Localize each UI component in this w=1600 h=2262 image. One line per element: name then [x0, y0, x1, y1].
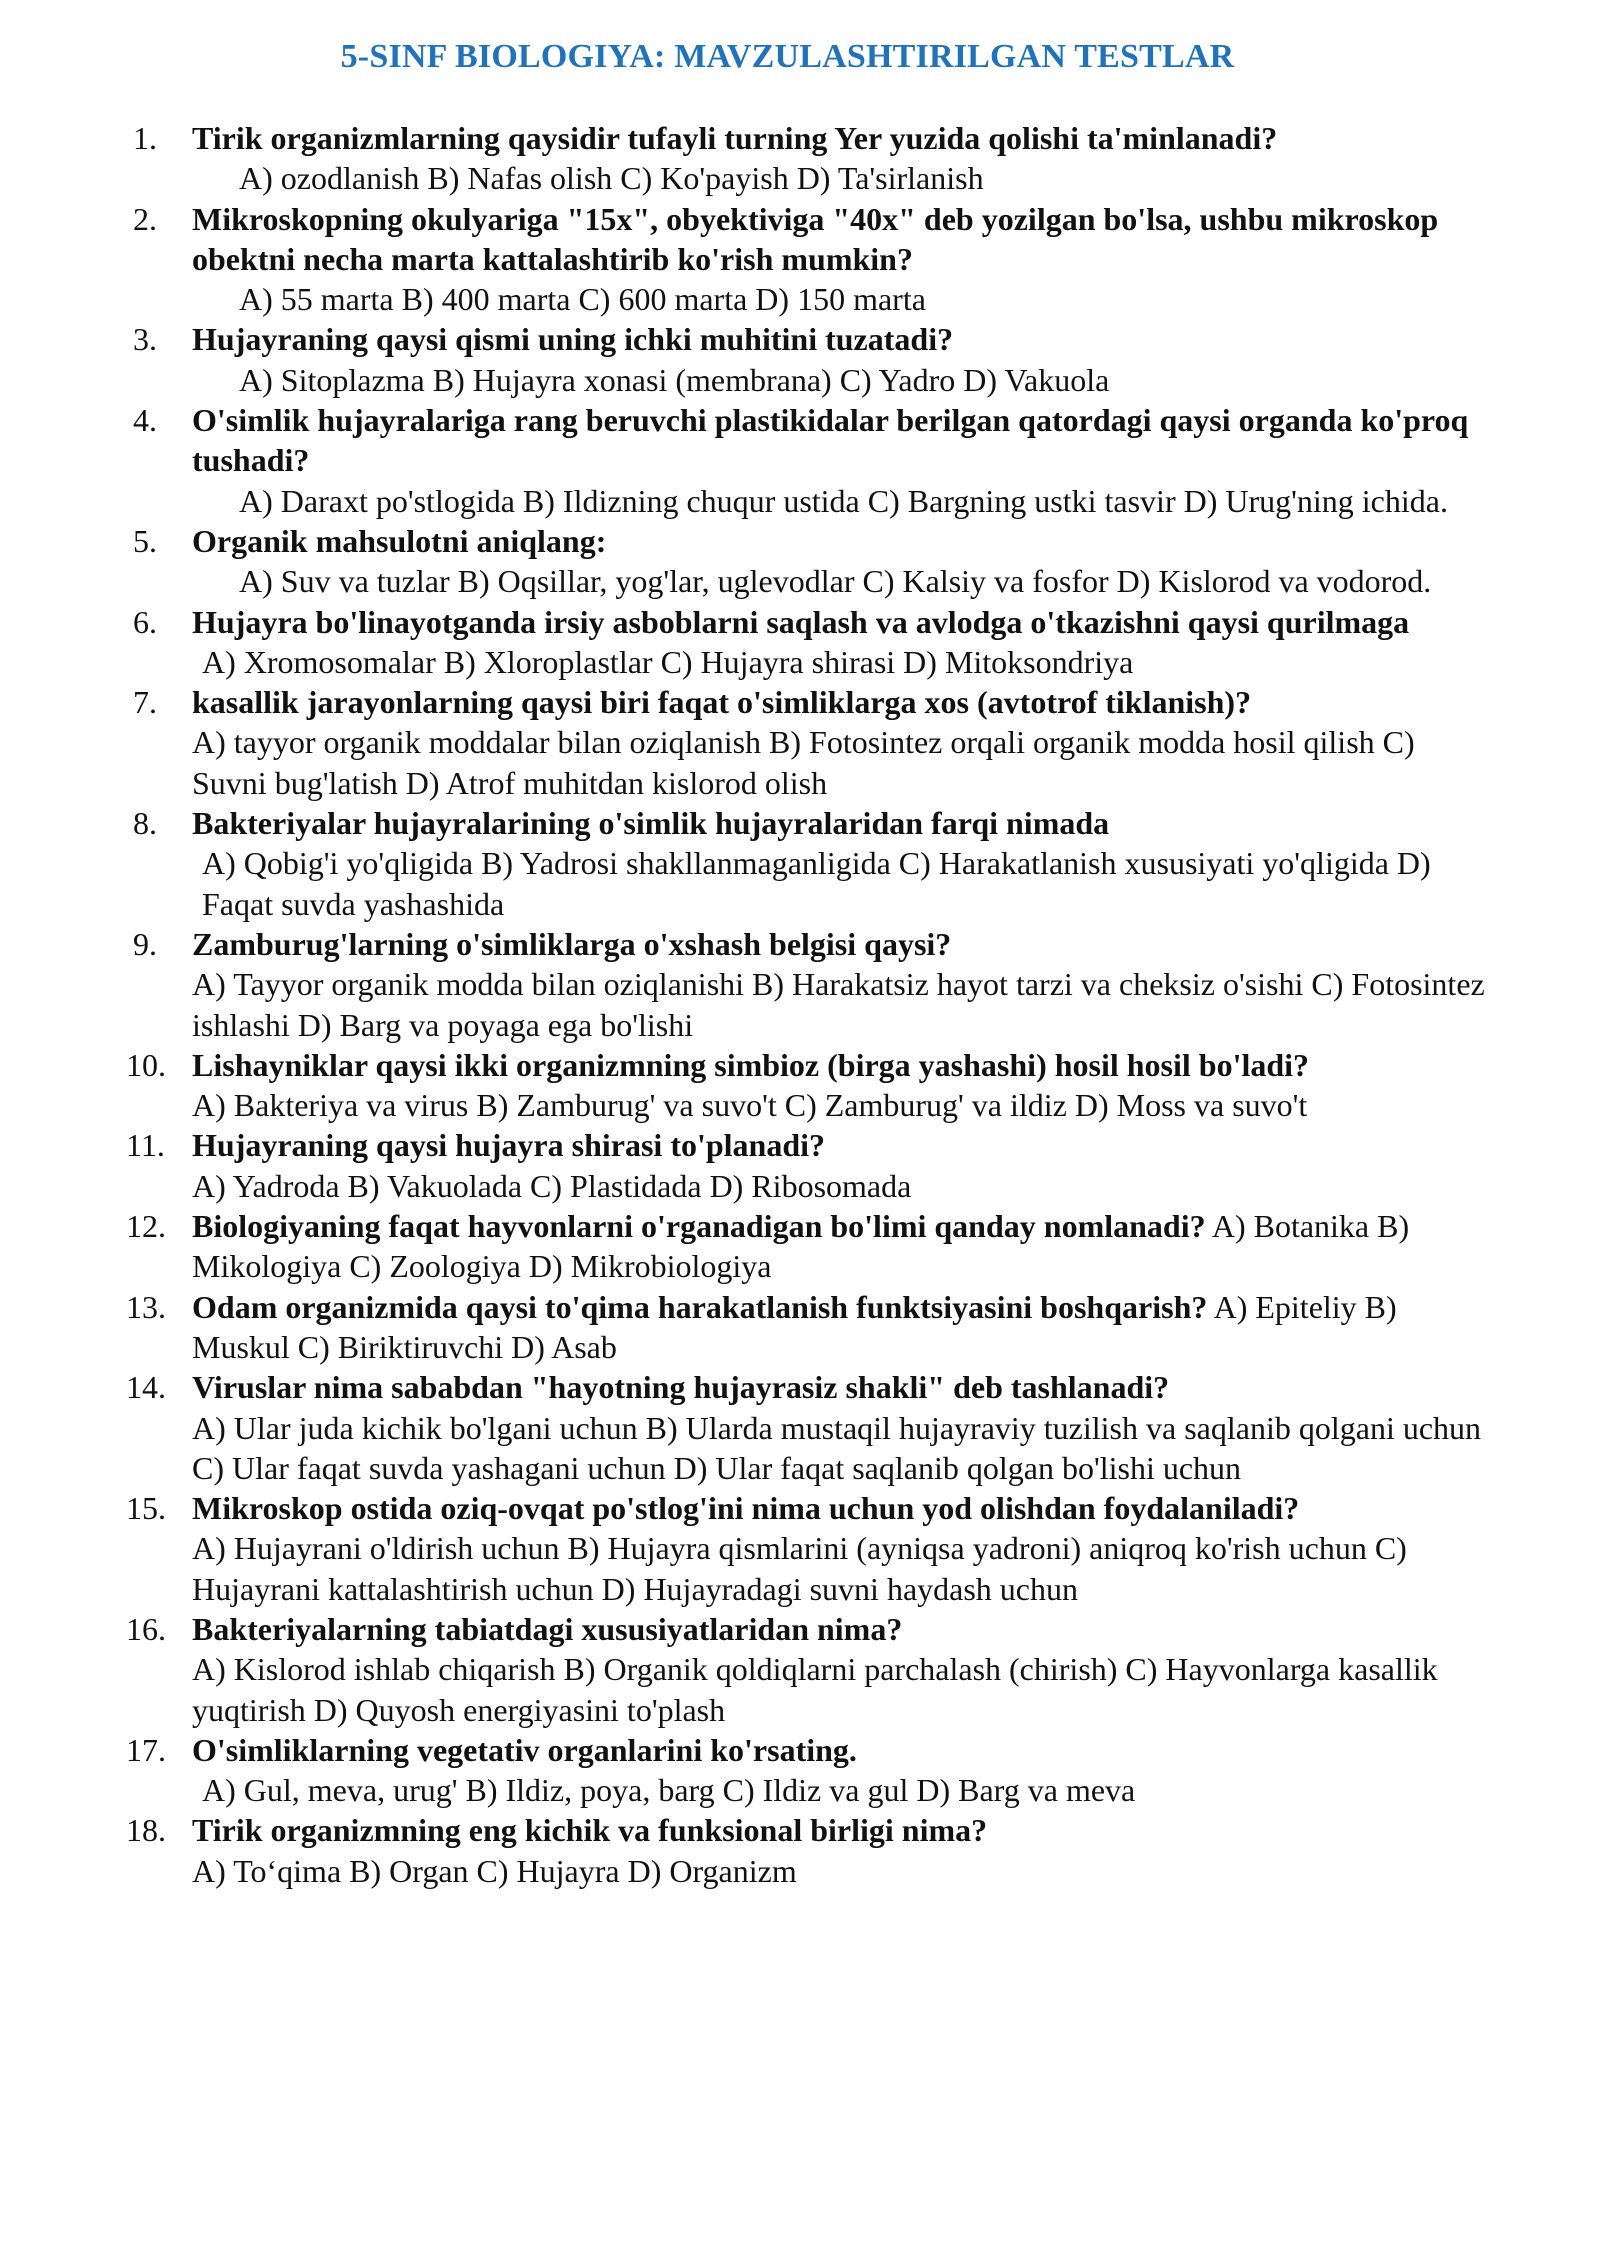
question-text: kasallik jarayonlarning qaysi biri faqat o'simliklarga xos (avtotrof tiklanish)?: [192, 684, 1252, 721]
question-number: 11.: [126, 1127, 165, 1164]
answer-options: A) Xromosomalar B) Xloroplastlar C) Hujayra shirasi D) Mitoksondriya: [202, 643, 1134, 680]
question-number: 6.: [133, 603, 157, 640]
answer-options: A) Yadroda B) Vakuolada C) Plastidada D) Ribosomada: [192, 1167, 912, 1204]
question-text: Hujayra bo'linayotganda irsiy asboblarni saqlash va avlodga o'tkazishni qaysi qurilmaga: [192, 603, 1410, 640]
question-text: Hujayraning qaysi hujayra shirasi to'planadi?: [192, 1127, 826, 1164]
question-item: [133, 199, 1485, 320]
question-item: [126, 1609, 1485, 1730]
question-number: 2.: [133, 200, 157, 237]
answer-options: A) ozodlanish B) Nafas olish C) Ko'payish D) Ta'sirlanish: [239, 160, 984, 197]
question-text: Mikroskop ostida oziq-ovqat po'stlog'ini nima uchun yod olishdan foydalaniladi?: [192, 1490, 1300, 1527]
question-number: 8.: [133, 805, 157, 842]
question-item: [126, 1125, 1485, 1206]
answer-options: A) Bakteriya va virus B) Zamburug' va suvo't C) Zamburug' va ildiz D) Moss va suvo't: [192, 1087, 1308, 1124]
answer-options: A) Daraxt po'stlogida B) Ildizning chuqur ustida C) Bargning ustki tasvir D) Urug'ning ichida.: [239, 482, 1448, 519]
answer-options: A) Ular juda kichik bo'lgani uchun B) Ularda mustaqil hujayraviy tuzilish va saqlanib qolgani uchun C) Ular faqat suvda yashagani uchun D) Ular faqat saqlanib qolgan bo'lishi uchun: [192, 1409, 1482, 1486]
answer-options: A) Sitoplazma B) Hujayra xonasi (membrana) C) Yadro D) Vakuola: [239, 361, 1110, 398]
question-number: 13.: [126, 1288, 166, 1325]
question-text: Mikroskopning okulyariga "15x", obyektiviga "40x" deb yozilgan bo'lsa, ushbu mikroskop obektni necha marta kattalashtirib ko'rish mumkin?: [192, 200, 1439, 277]
question-text: O'simlik hujayralariga rang beruvchi plastikidalar berilgan qatordagi qaysi organda ko'proq tushadi?: [192, 402, 1469, 479]
question-number: 17.: [126, 1731, 166, 1768]
answer-options: A) Epiteliy B) Muskul C) Biriktiruvchi D) Asab: [192, 1288, 1397, 1365]
question-text: Bakteriyalarning tabiatdagi xususiyatlaridan nima?: [192, 1610, 903, 1647]
question-text: Tirik organizmlarning qaysidir tufayli turning Yer yuzida qolishi ta'minlanadi?: [192, 120, 1278, 156]
question-number: 5.: [133, 522, 157, 559]
question-item: [133, 924, 1485, 1045]
question-number: 16.: [126, 1610, 166, 1647]
answer-options: A) Hujayrani o'ldirish uchun B) Hujayra qismlarini (ayniqsa yadroni) aniqroq ko'rish uchun C) Hujayrani kattalashtirish uchun D) Hujayradagi suvni haydash uchun: [192, 1530, 1407, 1607]
question-text: O'simliklarning vegetativ organlarini ko'rsating.: [192, 1731, 857, 1768]
question-item: [133, 400, 1485, 521]
question-number: 12.: [126, 1208, 166, 1245]
question-text: Odam organizmida qaysi to'qima harakatlanish funktsiyasini boshqarish?: [192, 1288, 1208, 1325]
question-text: Tirik organizmning eng kichik va funksional birligi nima?: [192, 1812, 988, 1849]
question-item: [126, 1045, 1485, 1126]
answer-options: A) Gul, meva, urug' B) Ildiz, poya, barg C) Ildiz va gul D) Barg va meva: [202, 1772, 1136, 1809]
question-item: [133, 118, 1485, 199]
question-text: Viruslar nima sababdan "hayotning hujayrasiz shakli" deb tashlanadi?: [192, 1369, 1170, 1406]
question-text: Zamburug'larning o'simliklarga o'xshash belgisi qaysi?: [192, 925, 952, 962]
question-item: [133, 803, 1485, 924]
question-item: [133, 319, 1485, 400]
question-number: 3.: [133, 321, 157, 358]
question-item: [126, 1367, 1485, 1488]
answer-options: A) Kislorod ishlab chiqarish B) Organik qoldiqlarni parchalash (chirish) C) Hayvonlarga kasallik yuqtirish D) Quyosh energiyasini to'plash: [192, 1651, 1438, 1728]
question-item: [133, 602, 1485, 683]
question-text: Organik mahsulotni aniqlang:: [192, 522, 607, 559]
question-number: 7.: [133, 684, 157, 721]
question-item: [126, 1287, 1485, 1368]
question-number: 10.: [126, 1046, 166, 1083]
question-number: 1.: [133, 120, 157, 156]
answer-options: A) tayyor organik moddalar bilan oziqlanish B) Fotosintez orqali organik modda hosil qilish C) Suvni bug'latish D) Atrof muhitdan kislorod olish: [192, 724, 1415, 801]
question-item: [126, 1730, 1485, 1811]
question-number: 4.: [133, 402, 157, 439]
question-item: [133, 521, 1485, 602]
page-title: 5-SINF BIOLOGIYA: MAVZULASHTIRILGAN TESTLAR: [340, 38, 1235, 75]
answer-options: A) Suv va tuzlar B) Oqsillar, yog'lar, uglevodlar C) Kalsiy va fosfor D) Kislorod va vodorod.: [239, 563, 1432, 600]
question-text: Bakteriyalar hujayralarining o'simlik hujayralaridan farqi nimada: [192, 805, 1110, 842]
answer-options: A) Qobig'i yo'qligida B) Yadrosi shakllanmaganligida C) Harakatlanish xususiyati yo'qligida D) Faqat suvda yashashida: [202, 845, 1431, 922]
question-item: [126, 1488, 1485, 1609]
question-list: [126, 118, 1485, 1891]
question-number: 18.: [126, 1812, 166, 1849]
question-text: Lishayniklar qaysi ikki organizmning simbioz (birga yashashi) hosil hosil bo'ladi?: [192, 1046, 1310, 1083]
answer-options: A) Botanika B) Mikologiya C) Zoologiya D) Mikrobiologiya: [192, 1208, 1410, 1285]
question-item: [133, 682, 1485, 803]
question-number: 9.: [133, 925, 157, 962]
answer-options: A) 55 marta B) 400 marta C) 600 marta D) 150 marta: [239, 281, 926, 318]
question-number: 15.: [126, 1490, 166, 1527]
answer-options: A) To‘qima B) Organ C) Hujayra D) Organizm: [192, 1852, 797, 1889]
question-item: [126, 1810, 1485, 1891]
question-item: [126, 1206, 1485, 1287]
answer-options: A) Tayyor organik modda bilan oziqlanishi B) Harakatsiz hayot tarzi va cheksiz o'sishi C) Fotosintez ishlashi D) Barg va poyaga ega bo'lishi: [192, 966, 1485, 1043]
question-number: 14.: [126, 1369, 166, 1406]
question-text: Hujayraning qaysi qismi uning ichki muhitini tuzatadi?: [192, 321, 954, 358]
question-text: Biologiyaning faqat hayvonlarni o'rganadigan bo'limi qanday nomlanadi?: [192, 1208, 1206, 1245]
